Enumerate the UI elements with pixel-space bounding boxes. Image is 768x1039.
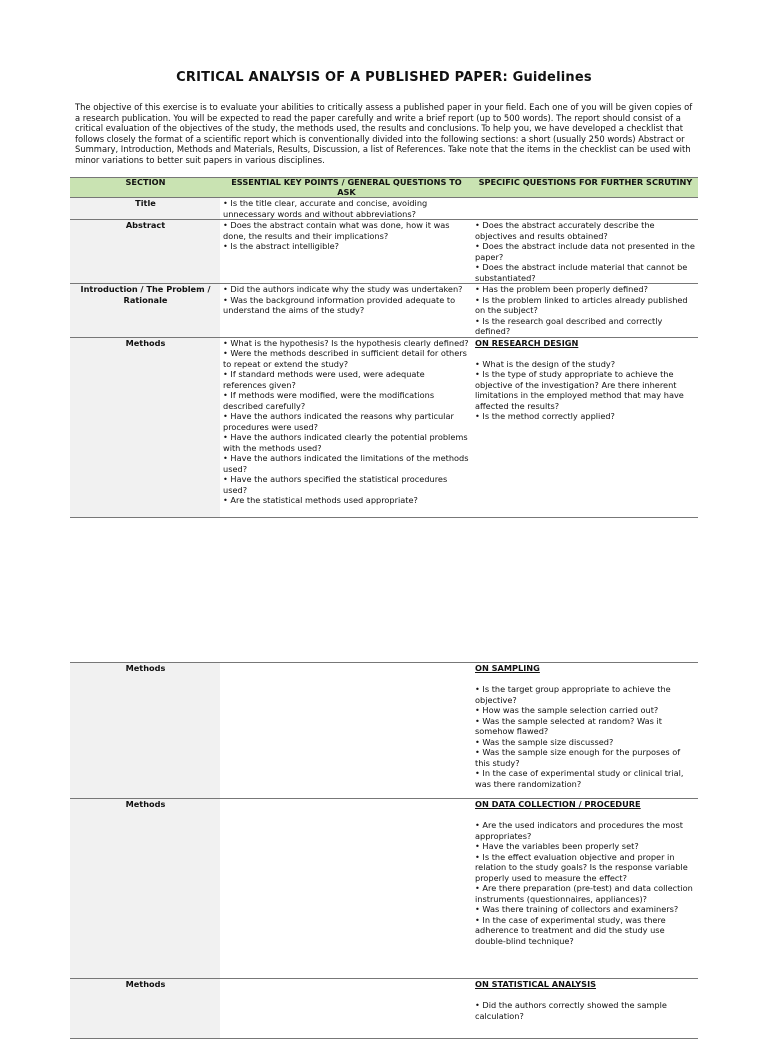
specific-question-item: • Did the authors correctly showed the sample calculation? (475, 1000, 667, 1021)
specific-question-item: • Was the sample size enough for the purposes of this study? (475, 747, 681, 768)
section-cell: Methods (70, 799, 220, 979)
table-row (70, 220, 698, 284)
table-row (70, 198, 698, 220)
specific-question-item: • Is the effect evaluation objective and proper in relation to the study goals? Is the response variable (475, 851, 688, 872)
key-point-item: • Did the authors indicate why the study was undertaken? (223, 284, 463, 295)
specific-questions-cell (472, 220, 698, 284)
key-points-cell (220, 799, 472, 979)
key-points-cell (220, 979, 472, 1039)
table-row (70, 979, 698, 1039)
specific-subheading: ON STATISTICAL ANALYSIS (475, 979, 597, 989)
document-title: CRITICAL ANALYSIS OF A PUBLISHED PAPER: Guidelines (176, 70, 592, 85)
specific-questions-cell (472, 284, 698, 338)
specific-questions-cell (472, 979, 698, 1039)
table-header-row (70, 178, 698, 198)
checklist-table-continued (70, 662, 698, 1039)
specific-question-item: • Has the problem been properly defined? (475, 284, 648, 295)
section-cell: Title (70, 198, 220, 220)
spacer (475, 674, 696, 685)
specific-question-item: • Have the variables been properly set? (475, 841, 639, 851)
key-point-item: • If standard methods were used, were adequate references given? (223, 369, 425, 390)
specific-question-item: • What is the design of the study? (475, 358, 616, 369)
specific-question-item: • How was the sample selection carried out? (475, 705, 659, 715)
specific-question-item: • Does the abstract include material that cannot be substantiated? (475, 262, 688, 283)
specific-question-item: • Is the problem linked to articles already published on the subject? (475, 294, 688, 316)
key-point-item: • Is the abstract intelligible? (223, 241, 340, 252)
table-row (70, 284, 698, 338)
specific-subheading: ON RESEARCH DESIGN (475, 337, 579, 348)
key-points-cell (220, 220, 472, 284)
specific-question-item: • Are there preparation (pre-test) and data collection instruments (questionnaires, appliances)? (475, 883, 693, 904)
specific-question-item: • Is the method correctly applied? (475, 411, 615, 422)
key-point-item: • Have the authors indicated clearly the potential problems with the methods used? (223, 432, 468, 453)
specific-questions-cell (472, 663, 698, 799)
section-cell: Abstract (70, 220, 220, 284)
section-cell: Methods (70, 663, 220, 799)
specific-question-item: • In the case of experimental study, was there adherence to treatment and did the study use double-blind technique? (475, 914, 666, 946)
table-row (70, 663, 698, 799)
header-section: SECTION (70, 178, 220, 198)
specific-question-item: • Are the used indicators and procedures the most appropriates? (475, 820, 684, 841)
intro-paragraph: The objective of this exercise is to evaluate your abilities to critically assess a published paper in your field. Each one of you will be given copies of a research publication. You will be expected to read the paper carefully and write a brief report (up to 500 words). The report should consist of a critical evaluation of the objectives of the study, the methods used, the results and conclusions. To help you, we have developed a checklist that follows closely the format of a scientific report which is conventionally divided into the following sections: a short (usually 250 words) Abstract or Summary, Introduction, Methods and Materials, Results, Discussion, a list of References. Take note that the items in the checklist can be used with minor variations to better suit papers in various disciplines. (75, 102, 693, 165)
key-points-cell (220, 284, 472, 338)
specific-question-item: • Was there training of collectors and examiners? (475, 904, 679, 914)
spacer (475, 810, 696, 821)
specific-questions-cell (472, 198, 698, 220)
specific-question-item: • In the case of experimental study or clinical trial, was there randomization? (475, 768, 684, 789)
specific-question-item: properly used to measure the effect? (475, 872, 627, 883)
specific-question-item: • Is the research goal described and correctly defined? (475, 315, 663, 337)
key-points-cell (220, 198, 472, 220)
specific-questions-cell (472, 337, 698, 517)
section-cell: Introduction / The Problem / Rationale (70, 284, 220, 338)
header-key-points: ESSENTIAL KEY POINTS / GENERAL QUESTIONS TO ASK (220, 178, 472, 198)
key-point-item: • Is the title clear, accurate and concise, avoiding unnecessary words and without abbreviations? (223, 198, 428, 219)
key-points-cell (220, 663, 472, 799)
key-point-item: • Have the authors indicated the limitations of the methods used? (223, 453, 469, 474)
specific-subheading: ON SAMPLING (475, 663, 540, 673)
key-point-item: • What is the hypothesis? Is the hypothesis clearly defined? (223, 337, 469, 348)
spacer (475, 348, 696, 359)
specific-question-item: • Was the sample size discussed? (475, 736, 614, 747)
specific-question-item: • Is the type of study appropriate to achieve the objective of the investigation? Are there inherent limitations in the employed method that may have affected the results? (475, 369, 684, 411)
spacer (475, 990, 696, 1001)
key-point-item: • If methods were modified, were the modifications described carefully? (223, 390, 435, 411)
key-points-cell (220, 337, 472, 517)
table-row (70, 337, 698, 517)
specific-question-item: • Does the abstract include data not presented in the paper? (475, 241, 695, 262)
checklist-table (70, 177, 698, 518)
section-cell: Methods (70, 337, 220, 517)
specific-question-item: • Does the abstract accurately describe the objectives and results obtained? (475, 220, 655, 241)
key-point-item: • Have the authors indicated the reasons why particular procedures were used? (223, 411, 454, 432)
specific-questions-cell (472, 799, 698, 979)
key-point-item: • Were the methods described in sufficient detail for others to repeat or extend the study? (223, 348, 467, 369)
key-point-item: • Does the abstract contain what was done, how it was done, the results and their implications? (223, 220, 450, 241)
key-point-item: • Have the authors specified the statistical procedures used? (223, 474, 448, 495)
specific-question-item: • Was the sample selected at random? Was it somehow flawed? (475, 715, 662, 736)
section-cell: Methods (70, 979, 220, 1039)
table-row (70, 799, 698, 979)
specific-question-item: • Is the target group appropriate to achieve the objective? (475, 684, 671, 705)
key-point-item: • Are the statistical methods used appropriate? (223, 495, 418, 506)
key-point-item: • Was the background information provided adequate to understand the aims of the study? (223, 294, 456, 316)
specific-subheading: ON DATA COLLECTION / PROCEDURE (475, 799, 641, 809)
header-specific: SPECIFIC QUESTIONS FOR FURTHER SCRUTINY (472, 178, 698, 198)
